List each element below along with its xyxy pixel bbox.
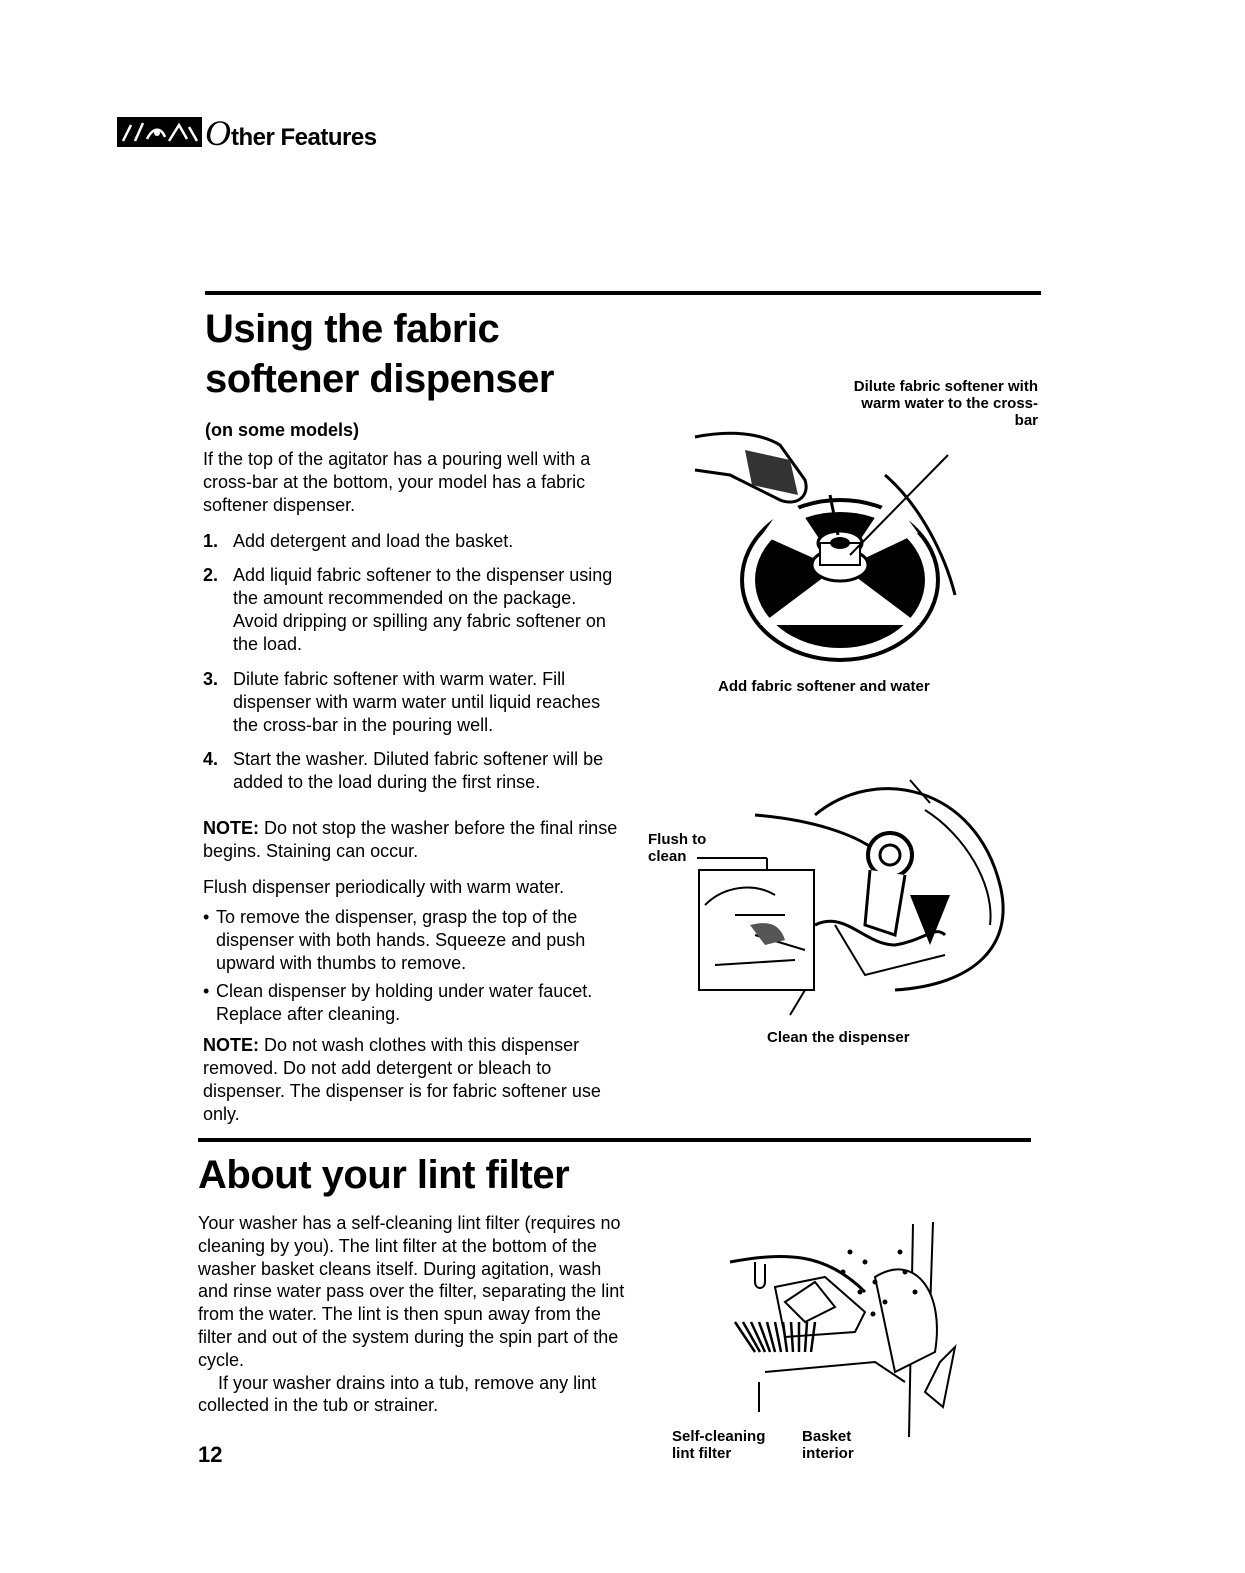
header-title bbox=[205, 112, 377, 154]
step-text: Add liquid fabric softener to the dispenser using the amount recommended on the package. Avoid dripping or spilling any fabric softener on the load. bbox=[233, 565, 613, 654]
step-number: 1. bbox=[203, 531, 219, 551]
figure2-callout-line2: clean bbox=[648, 848, 687, 865]
header-title-initial: O bbox=[205, 113, 231, 153]
step-1 bbox=[203, 530, 623, 553]
figure3-label-filter-line2: lint filter bbox=[672, 1445, 732, 1462]
bullet-text: Clean dispenser by holding under water faucet. Replace after cleaning. bbox=[216, 981, 593, 1024]
step-3 bbox=[203, 668, 623, 737]
figure3-label-basket-line1: Basket bbox=[802, 1428, 852, 1445]
figure1-caption: Add fabric softener and water bbox=[718, 678, 930, 695]
bullet-dot: • bbox=[203, 981, 210, 1001]
step-text: Add detergent and load the basket. bbox=[233, 531, 514, 551]
step-number: 3. bbox=[203, 669, 219, 689]
step-text: Dilute fabric softener with warm water. Fill dispenser with warm water until liquid reaches the cross-bar in the pouring well. bbox=[233, 669, 601, 735]
note-label: NOTE: bbox=[203, 818, 259, 838]
figure3-label-filter bbox=[672, 1428, 765, 1462]
note-label: NOTE: bbox=[203, 1035, 259, 1055]
lint-paragraph-1: Your washer has a self-cleaning lint filter (requires no cleaning by you). The lint filter at the bottom of the washer basket cleans itself. During agitation, wash and rinse water pass over the filter, separating the lint from the water. The lint is then spun away from the filter and out of the system during the spin part of the cycle. bbox=[198, 1213, 625, 1370]
note-staining bbox=[203, 817, 623, 863]
clean-dispenser-illustration bbox=[695, 775, 1020, 1025]
step-text: Start the washer. Diluted fabric softener will be added to the load during the first rinse. bbox=[233, 749, 604, 792]
step-number: 4. bbox=[203, 749, 219, 769]
step-number: 2. bbox=[203, 565, 219, 585]
figure2-callout-line1: Flush to bbox=[648, 831, 707, 848]
page-number: 12 bbox=[198, 1442, 223, 1467]
figure3-label-basket-line2: interior bbox=[802, 1445, 854, 1462]
header-logo-graphic bbox=[117, 117, 202, 147]
figure3-label-basket bbox=[802, 1428, 854, 1462]
lint-filter-illustration bbox=[725, 1222, 965, 1437]
header-title-rest: ther Features bbox=[231, 124, 377, 151]
step-4 bbox=[203, 748, 623, 794]
figure3-label-filter-line1: Self-cleaning bbox=[672, 1428, 766, 1445]
bullet-text: To remove the dispenser, grasp the top of the dispenser with both hands. Squeeze and push upward with thumbs to remove. bbox=[216, 907, 586, 973]
bullet-remove bbox=[203, 906, 623, 975]
bullet-dot: • bbox=[203, 907, 210, 927]
pour-softener-illustration bbox=[690, 415, 990, 670]
section1-title bbox=[205, 304, 554, 404]
section1-subhead: (on some models) bbox=[205, 420, 360, 440]
bullet-clean bbox=[203, 980, 623, 1026]
section-divider-middle bbox=[198, 1138, 1031, 1142]
note-dispenser-removed bbox=[203, 1034, 623, 1126]
section2-title: About your lint filter bbox=[198, 1153, 570, 1197]
section-divider-top bbox=[205, 291, 1041, 295]
section2-body bbox=[198, 1212, 628, 1417]
flush-instruction: Flush dispenser periodically with warm water. bbox=[203, 877, 565, 897]
note-text: Do not stop the washer before the final rinse begins. Staining can occur. bbox=[203, 818, 618, 861]
figure2-caption: Clean the dispenser bbox=[767, 1029, 910, 1046]
section1-intro: If the top of the agitator has a pouring well with a cross-bar at the bottom, your model has a fabric softener dispenser. bbox=[203, 449, 591, 515]
section1-title-line1: Using the fabric bbox=[205, 307, 500, 351]
lint-paragraph-2: If your washer drains into a tub, remove any lint collected in the tub or strainer. bbox=[198, 1372, 597, 1416]
step-2 bbox=[203, 564, 623, 656]
section1-title-line2: softener dispenser bbox=[205, 357, 554, 401]
figure1-callout: Dilute fabric softener with warm water to the cross-bar bbox=[853, 378, 1038, 429]
note-text: Do not wash clothes with this dispenser removed. Do not add detergent or bleach to dispenser. The dispenser is for fabric softener use only. bbox=[203, 1035, 601, 1124]
